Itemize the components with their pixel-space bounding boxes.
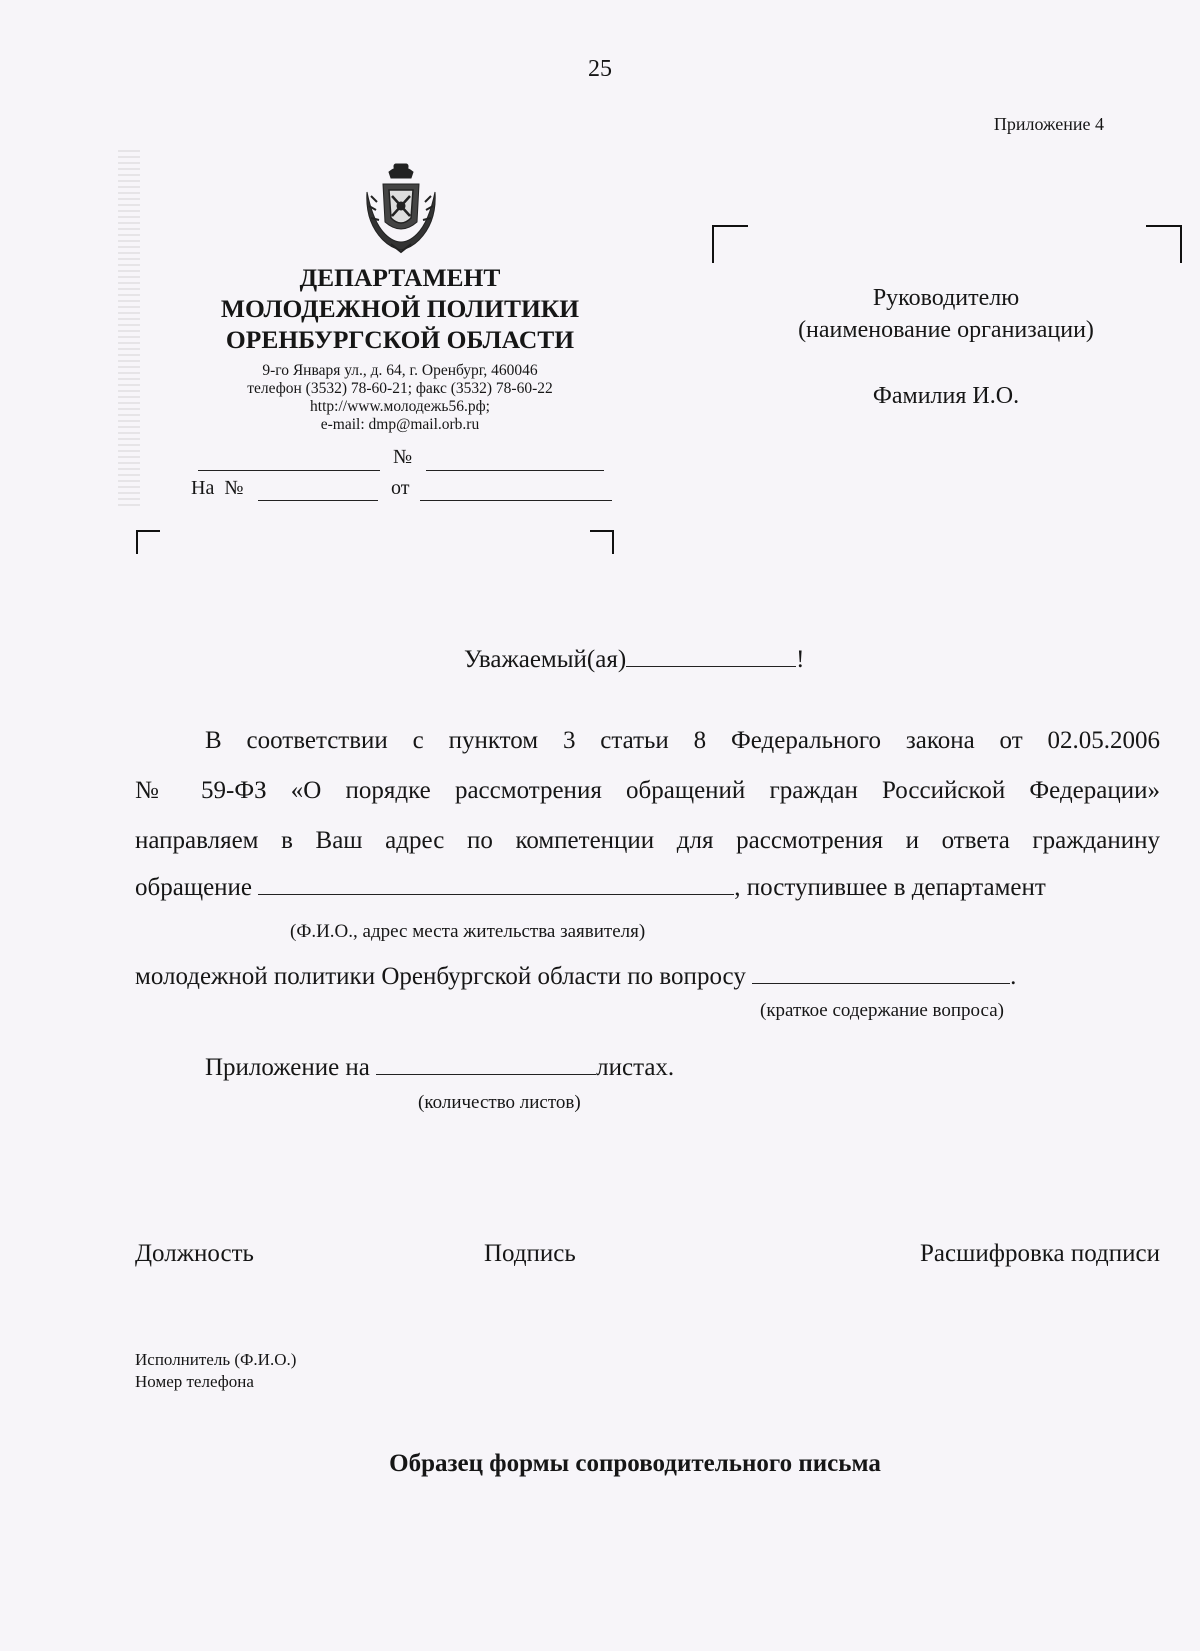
body-line-4 (135, 874, 1046, 902)
salutation-text: Уважаемый(ая) (464, 646, 627, 673)
outgoing-date-line (198, 470, 380, 471)
scan-artifact (118, 150, 140, 510)
signature-decoding: Расшифровка подписи (920, 1240, 1160, 1267)
department-title-line1: ДЕПАРТАМЕНТ (299, 263, 501, 292)
department-address: 9-го Января ул., д. 64, г. Оренбург, 460046 (262, 362, 538, 379)
number-sign: № (393, 446, 413, 468)
question-blank (752, 965, 1010, 984)
corner-mark (1146, 225, 1182, 263)
question-text: молодежной политики Оренбургской области по вопросу (135, 963, 746, 990)
salutation-name-blank (626, 648, 796, 667)
attachment-end: листах. (596, 1054, 675, 1081)
department-email: e-mail: dmp@mail.orb.ru (320, 416, 480, 434)
attachment-label: Приложение на (205, 1054, 370, 1081)
period: . (1010, 963, 1017, 990)
addressee-organization: (наименование организации) (798, 317, 1094, 343)
coat-of-arms-icon (361, 162, 441, 254)
applicant-blank (258, 876, 734, 895)
signature-sign: Подпись (484, 1240, 576, 1267)
question-caption: (краткое содержание вопроса) (760, 1000, 1004, 1021)
sample-title: Образец формы сопроводительного письма (389, 1450, 881, 1477)
department-website: http://www.молодежь56.рф; (310, 398, 490, 416)
corner-mark (136, 530, 160, 554)
reply-number-label: На № (191, 477, 244, 499)
body-line-5 (135, 963, 1016, 991)
outgoing-number-line (426, 470, 604, 471)
appeal-label: обращение (135, 874, 253, 901)
applicant-caption: (Ф.И.О., адрес места жительства заявителя) (290, 921, 646, 942)
body-line-2: № 59-ФЗ «О порядке рассмотрения обращений граждан Российской Федерации» (135, 777, 1160, 804)
signature-position: Должность (135, 1240, 254, 1267)
addressee-title: Руководителю (872, 285, 1020, 311)
department-title-line2: МОЛОДЕЖНОЙ ПОЛИТИКИ (220, 294, 580, 323)
appendix-label: Приложение 4 (993, 114, 1104, 134)
received-text: , поступившее в департамент (734, 874, 1046, 901)
corner-mark (590, 530, 614, 554)
addressee-name: Фамилия И.О. (872, 383, 1020, 409)
page-number: 25 (588, 56, 612, 82)
sheets-blank (376, 1056, 596, 1075)
department-phone: телефон (3532) 78-60-21; факс (3532) 78-60-22 (247, 380, 553, 398)
body-line-3: направляем в Ваш адрес по компетенции для рассмотрения и ответа гражданину (135, 827, 1160, 854)
executor-block (135, 1349, 296, 1393)
contact-block (160, 362, 640, 435)
salutation (464, 646, 805, 674)
executor-name: Исполнитель (Ф.И.О.) (135, 1350, 297, 1369)
department-title-line3: ОРЕНБУРГСКОЙ ОБЛАСТИ (225, 325, 575, 354)
body-line-1: В соответствии с пунктом 3 статьи 8 Федерального закона от 02.05.2006 (205, 727, 1160, 754)
reply-number-line (258, 500, 378, 501)
reply-date-line (420, 500, 612, 501)
sheets-caption: (количество листов) (418, 1092, 581, 1113)
attachment-line (205, 1054, 674, 1082)
salutation-end: ! (796, 646, 805, 673)
from-label: от (391, 477, 410, 499)
corner-mark (712, 225, 748, 263)
executor-phone: Номер телефона (135, 1372, 254, 1392)
